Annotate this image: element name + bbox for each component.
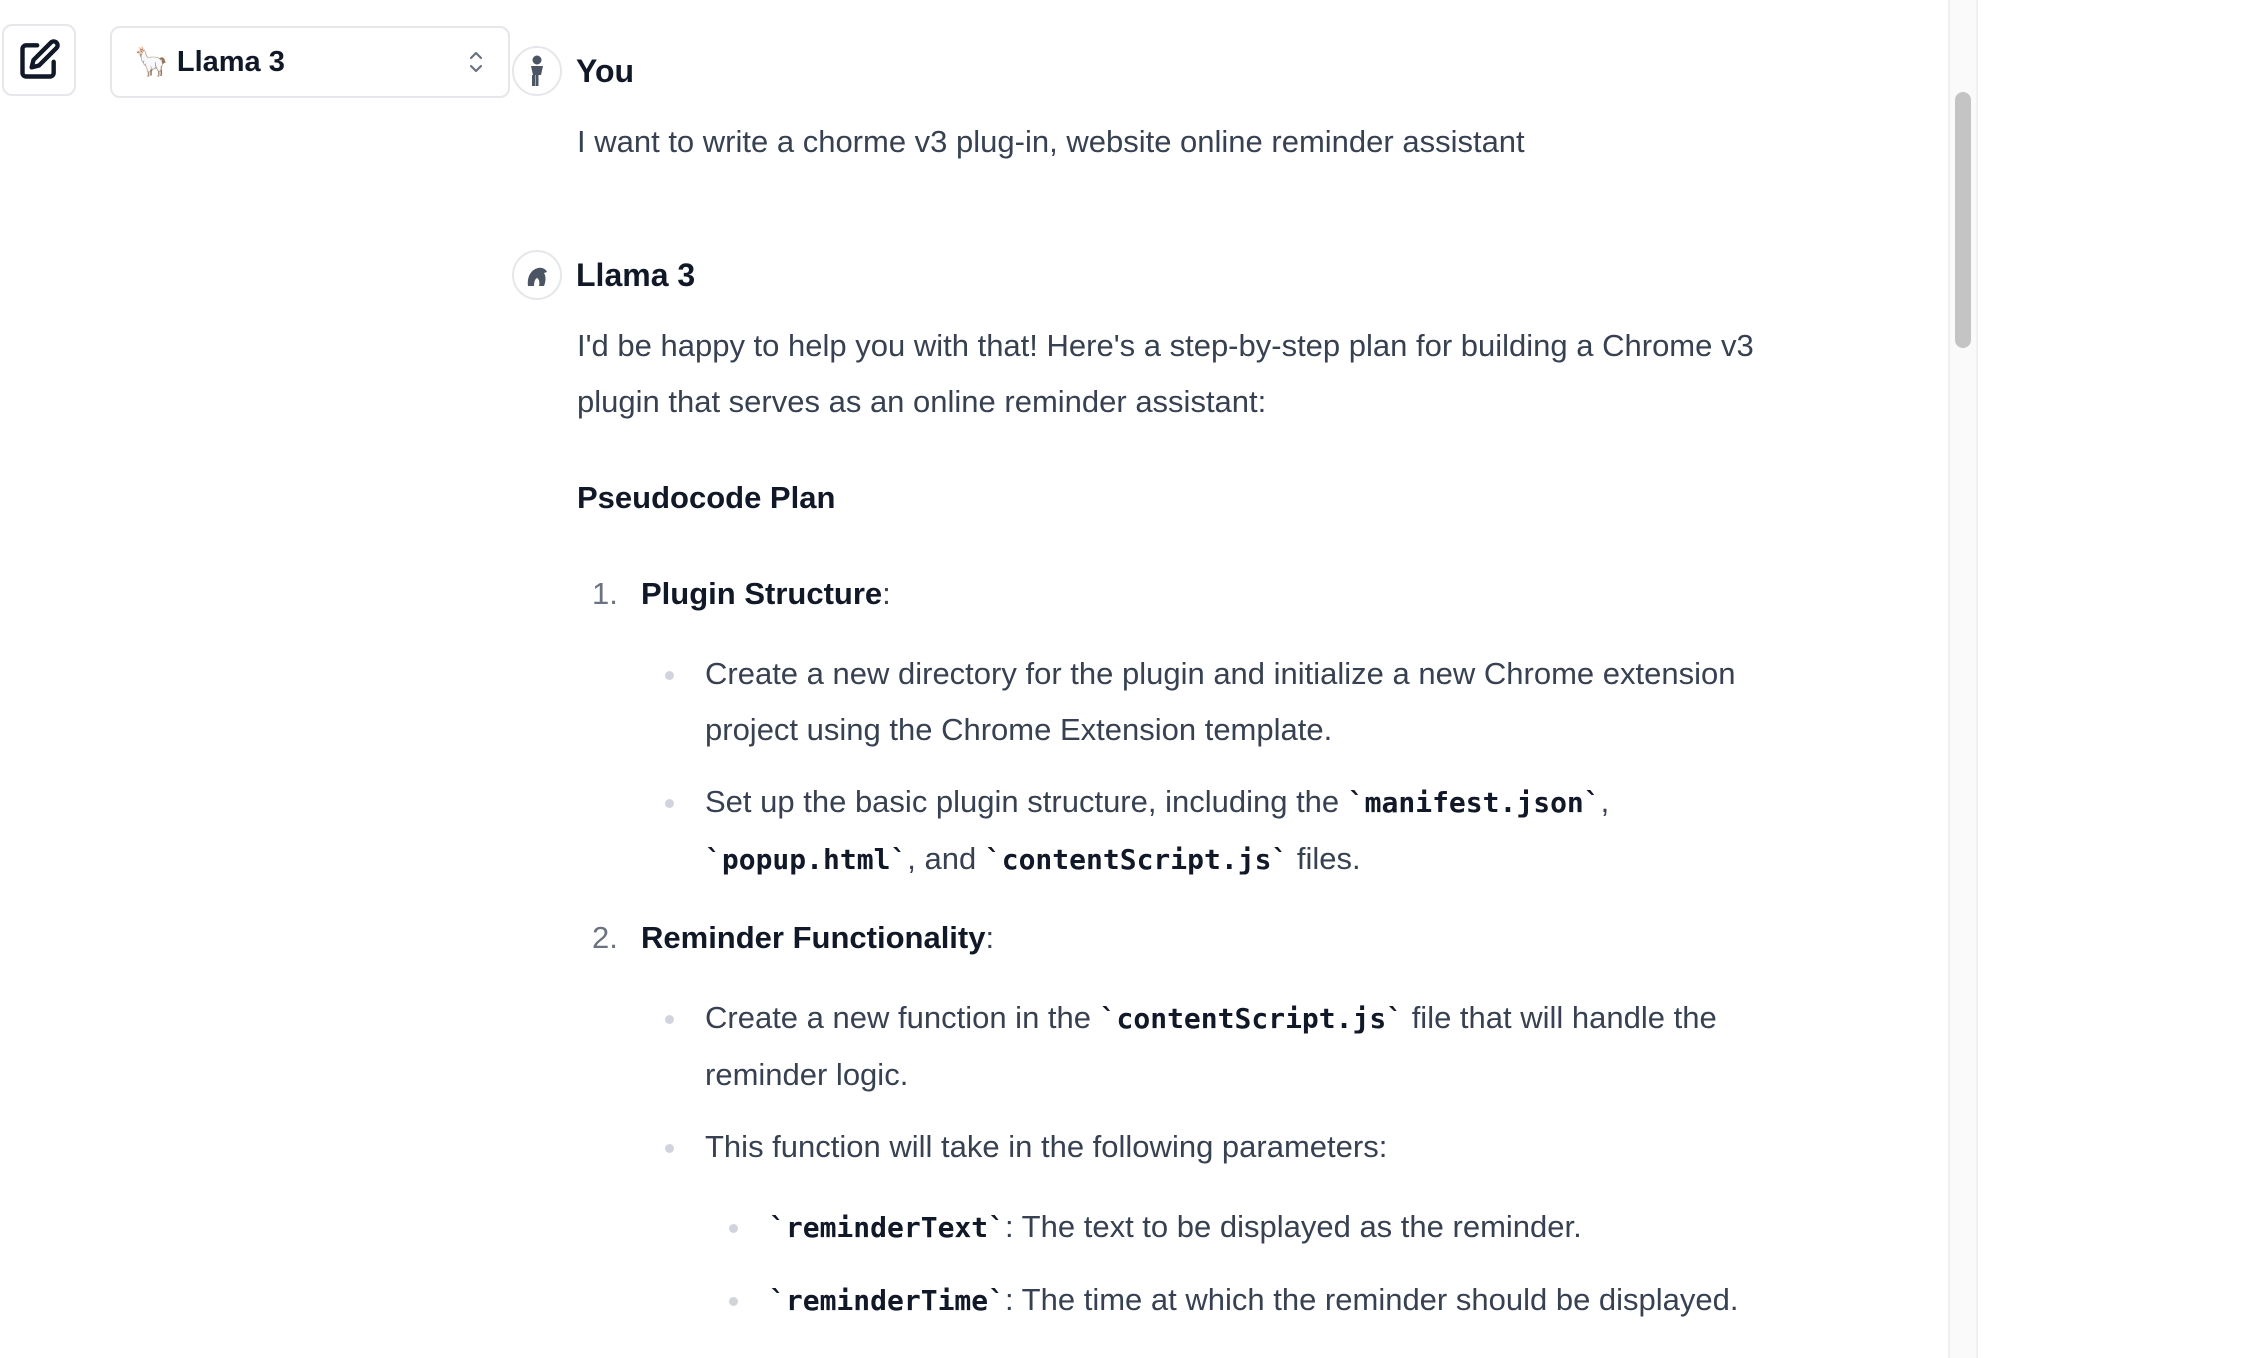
parameter-item <box>705 1272 1807 1329</box>
user-sender-name: You <box>576 52 635 89</box>
bullet-text-mid: , <box>1600 784 1610 819</box>
plan-step <box>577 566 1807 888</box>
step-title: Reminder Functionality <box>641 920 986 955</box>
step-bullets <box>641 646 1807 888</box>
llama-emoji: 🦙 <box>134 46 169 77</box>
bullet-text-pre: Set up the basic plugin structure, including the <box>705 784 1348 819</box>
bullet-text-mid: , and <box>907 841 985 876</box>
user-message-header <box>512 46 634 96</box>
assistant-avatar <box>512 250 562 300</box>
plan-heading: Pseudocode Plan <box>577 480 836 515</box>
inline-code: `manifest.json` <box>1347 786 1601 819</box>
bullet-text: This function will take in the following parameters: <box>705 1129 1388 1164</box>
inline-code: `reminderTime` <box>769 1284 1006 1317</box>
list-item <box>641 646 1807 758</box>
bullet-text: Create a new directory for the plugin and initialize a new Chrome extension project using the Chrome Extension template. <box>705 656 1736 747</box>
user-message-text: I want to write a chorme v3 plug-in, website online reminder assistant <box>577 124 1525 159</box>
list-item <box>641 1119 1807 1329</box>
parameter-description: : The time at which the reminder should be displayed. <box>1005 1282 1739 1317</box>
parameter-description: : The text to be displayed as the reminder. <box>1005 1209 1582 1244</box>
step-bullets <box>641 990 1807 1329</box>
scrollbar-thumb[interactable] <box>1955 92 1971 348</box>
list-item <box>641 990 1807 1103</box>
assistant-intro: I'd be happy to help you with that! Here's a step-by-step plan for building a Chrome v3 plugin that serves as an online reminder assistant: <box>577 328 1754 419</box>
inline-code: `popup.html` <box>705 843 908 876</box>
inline-code: `reminderText` <box>769 1211 1006 1244</box>
assistant-message-body <box>577 318 1807 1351</box>
step-title: Plugin Structure <box>641 576 883 611</box>
user-avatar <box>512 46 562 96</box>
list-item <box>641 774 1807 888</box>
bullet-text-post: files. <box>1288 841 1361 876</box>
scrollbar-track[interactable] <box>1948 0 1978 1358</box>
parameter-list <box>705 1199 1807 1329</box>
plan-step <box>577 910 1807 1329</box>
chevron-up-down-icon <box>466 47 486 77</box>
model-selector-label: Llama 3 <box>176 45 285 78</box>
llama-icon <box>522 260 552 290</box>
parameter-item <box>705 1199 1807 1256</box>
assistant-sender-name: Llama 3 <box>576 256 696 293</box>
new-chat-button[interactable] <box>2 24 76 96</box>
inline-code: `contentScript.js` <box>984 843 1289 876</box>
edit-icon <box>17 38 61 82</box>
step-colon: : <box>985 920 995 955</box>
conversation <box>512 0 1802 1358</box>
plan-steps <box>577 566 1807 1329</box>
step-number: 2. <box>592 920 618 955</box>
bullet-text-pre: Create a new function in the <box>705 1000 1100 1035</box>
inline-code: `contentScript.js` <box>1099 1002 1404 1035</box>
model-selector[interactable] <box>110 26 510 98</box>
step-number: 1. <box>592 576 618 611</box>
assistant-message-header <box>512 250 695 300</box>
person-icon <box>523 54 551 88</box>
bullet-text-post: file that will handle the reminder logic. <box>705 1000 1717 1092</box>
step-colon: : <box>882 576 891 611</box>
